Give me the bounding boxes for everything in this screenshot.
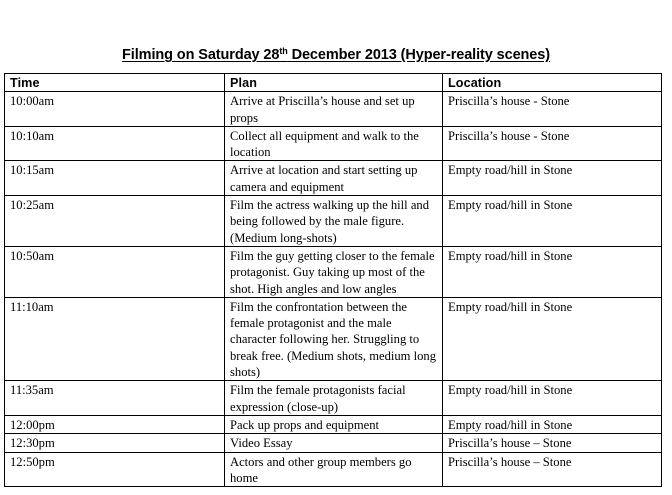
time-cell: 11:35am <box>5 381 225 416</box>
location-cell: Empty road/hill in Stone <box>443 415 662 433</box>
time-cell: 12:50pm <box>5 452 225 487</box>
plan-cell: Arrive at location and start setting up camera and equipment <box>225 161 443 196</box>
table-body <box>5 92 662 487</box>
table-row <box>5 246 662 297</box>
location-cell: Priscilla’s house - Stone <box>443 126 662 161</box>
title-suffix: December 2013 (Hyper-reality scenes) <box>287 47 550 63</box>
plan-cell: Film the guy getting closer to the female protagonist. Guy taking up most of the shot. High angles and low angles <box>225 246 443 297</box>
table-row <box>5 415 662 433</box>
table-row <box>5 161 662 196</box>
time-cell: 10:15am <box>5 161 225 196</box>
plan-cell: Arrive at Priscilla’s house and set up props <box>225 92 443 127</box>
title-superscript: th <box>279 46 288 56</box>
table-header <box>5 74 662 92</box>
header-plan: Plan <box>225 74 443 92</box>
filming-schedule-table <box>4 73 662 487</box>
document-title <box>0 47 672 63</box>
location-cell: Empty road/hill in Stone <box>443 196 662 247</box>
plan-cell: Video Essay <box>225 434 443 452</box>
plan-cell: Pack up props and equipment <box>225 415 443 433</box>
header-time: Time <box>5 74 225 92</box>
table-row <box>5 196 662 247</box>
time-cell: 11:10am <box>5 297 225 380</box>
header-row <box>5 74 662 92</box>
table-row <box>5 434 662 452</box>
plan-cell: Collect all equipment and walk to the location <box>225 126 443 161</box>
plan-cell: Actors and other group members go home <box>225 452 443 487</box>
plan-cell: Film the actress walking up the hill and being followed by the male figure. (Medium long-shots) <box>225 196 443 247</box>
location-cell: Priscilla’s house – Stone <box>443 434 662 452</box>
table-row <box>5 92 662 127</box>
table-row <box>5 126 662 161</box>
location-cell: Empty road/hill in Stone <box>443 381 662 416</box>
time-cell: 12:00pm <box>5 415 225 433</box>
location-cell: Priscilla’s house - Stone <box>443 92 662 127</box>
time-cell: 10:25am <box>5 196 225 247</box>
time-cell: 10:00am <box>5 92 225 127</box>
location-cell: Empty road/hill in Stone <box>443 297 662 380</box>
time-cell: 10:10am <box>5 126 225 161</box>
title-prefix: Filming on Saturday 28 <box>122 47 280 63</box>
time-cell: 12:30pm <box>5 434 225 452</box>
location-cell: Priscilla’s house – Stone <box>443 452 662 487</box>
plan-cell: Film the female protagonists facial expression (close-up) <box>225 381 443 416</box>
location-cell: Empty road/hill in Stone <box>443 161 662 196</box>
table-row <box>5 452 662 487</box>
header-location: Location <box>443 74 662 92</box>
table-row <box>5 381 662 416</box>
time-cell: 10:50am <box>5 246 225 297</box>
plan-cell: Film the confrontation between the female protagonist and the male character following her. Struggling to break free. (Medium shots, medium long shots) <box>225 297 443 380</box>
table-row <box>5 297 662 380</box>
location-cell: Empty road/hill in Stone <box>443 246 662 297</box>
